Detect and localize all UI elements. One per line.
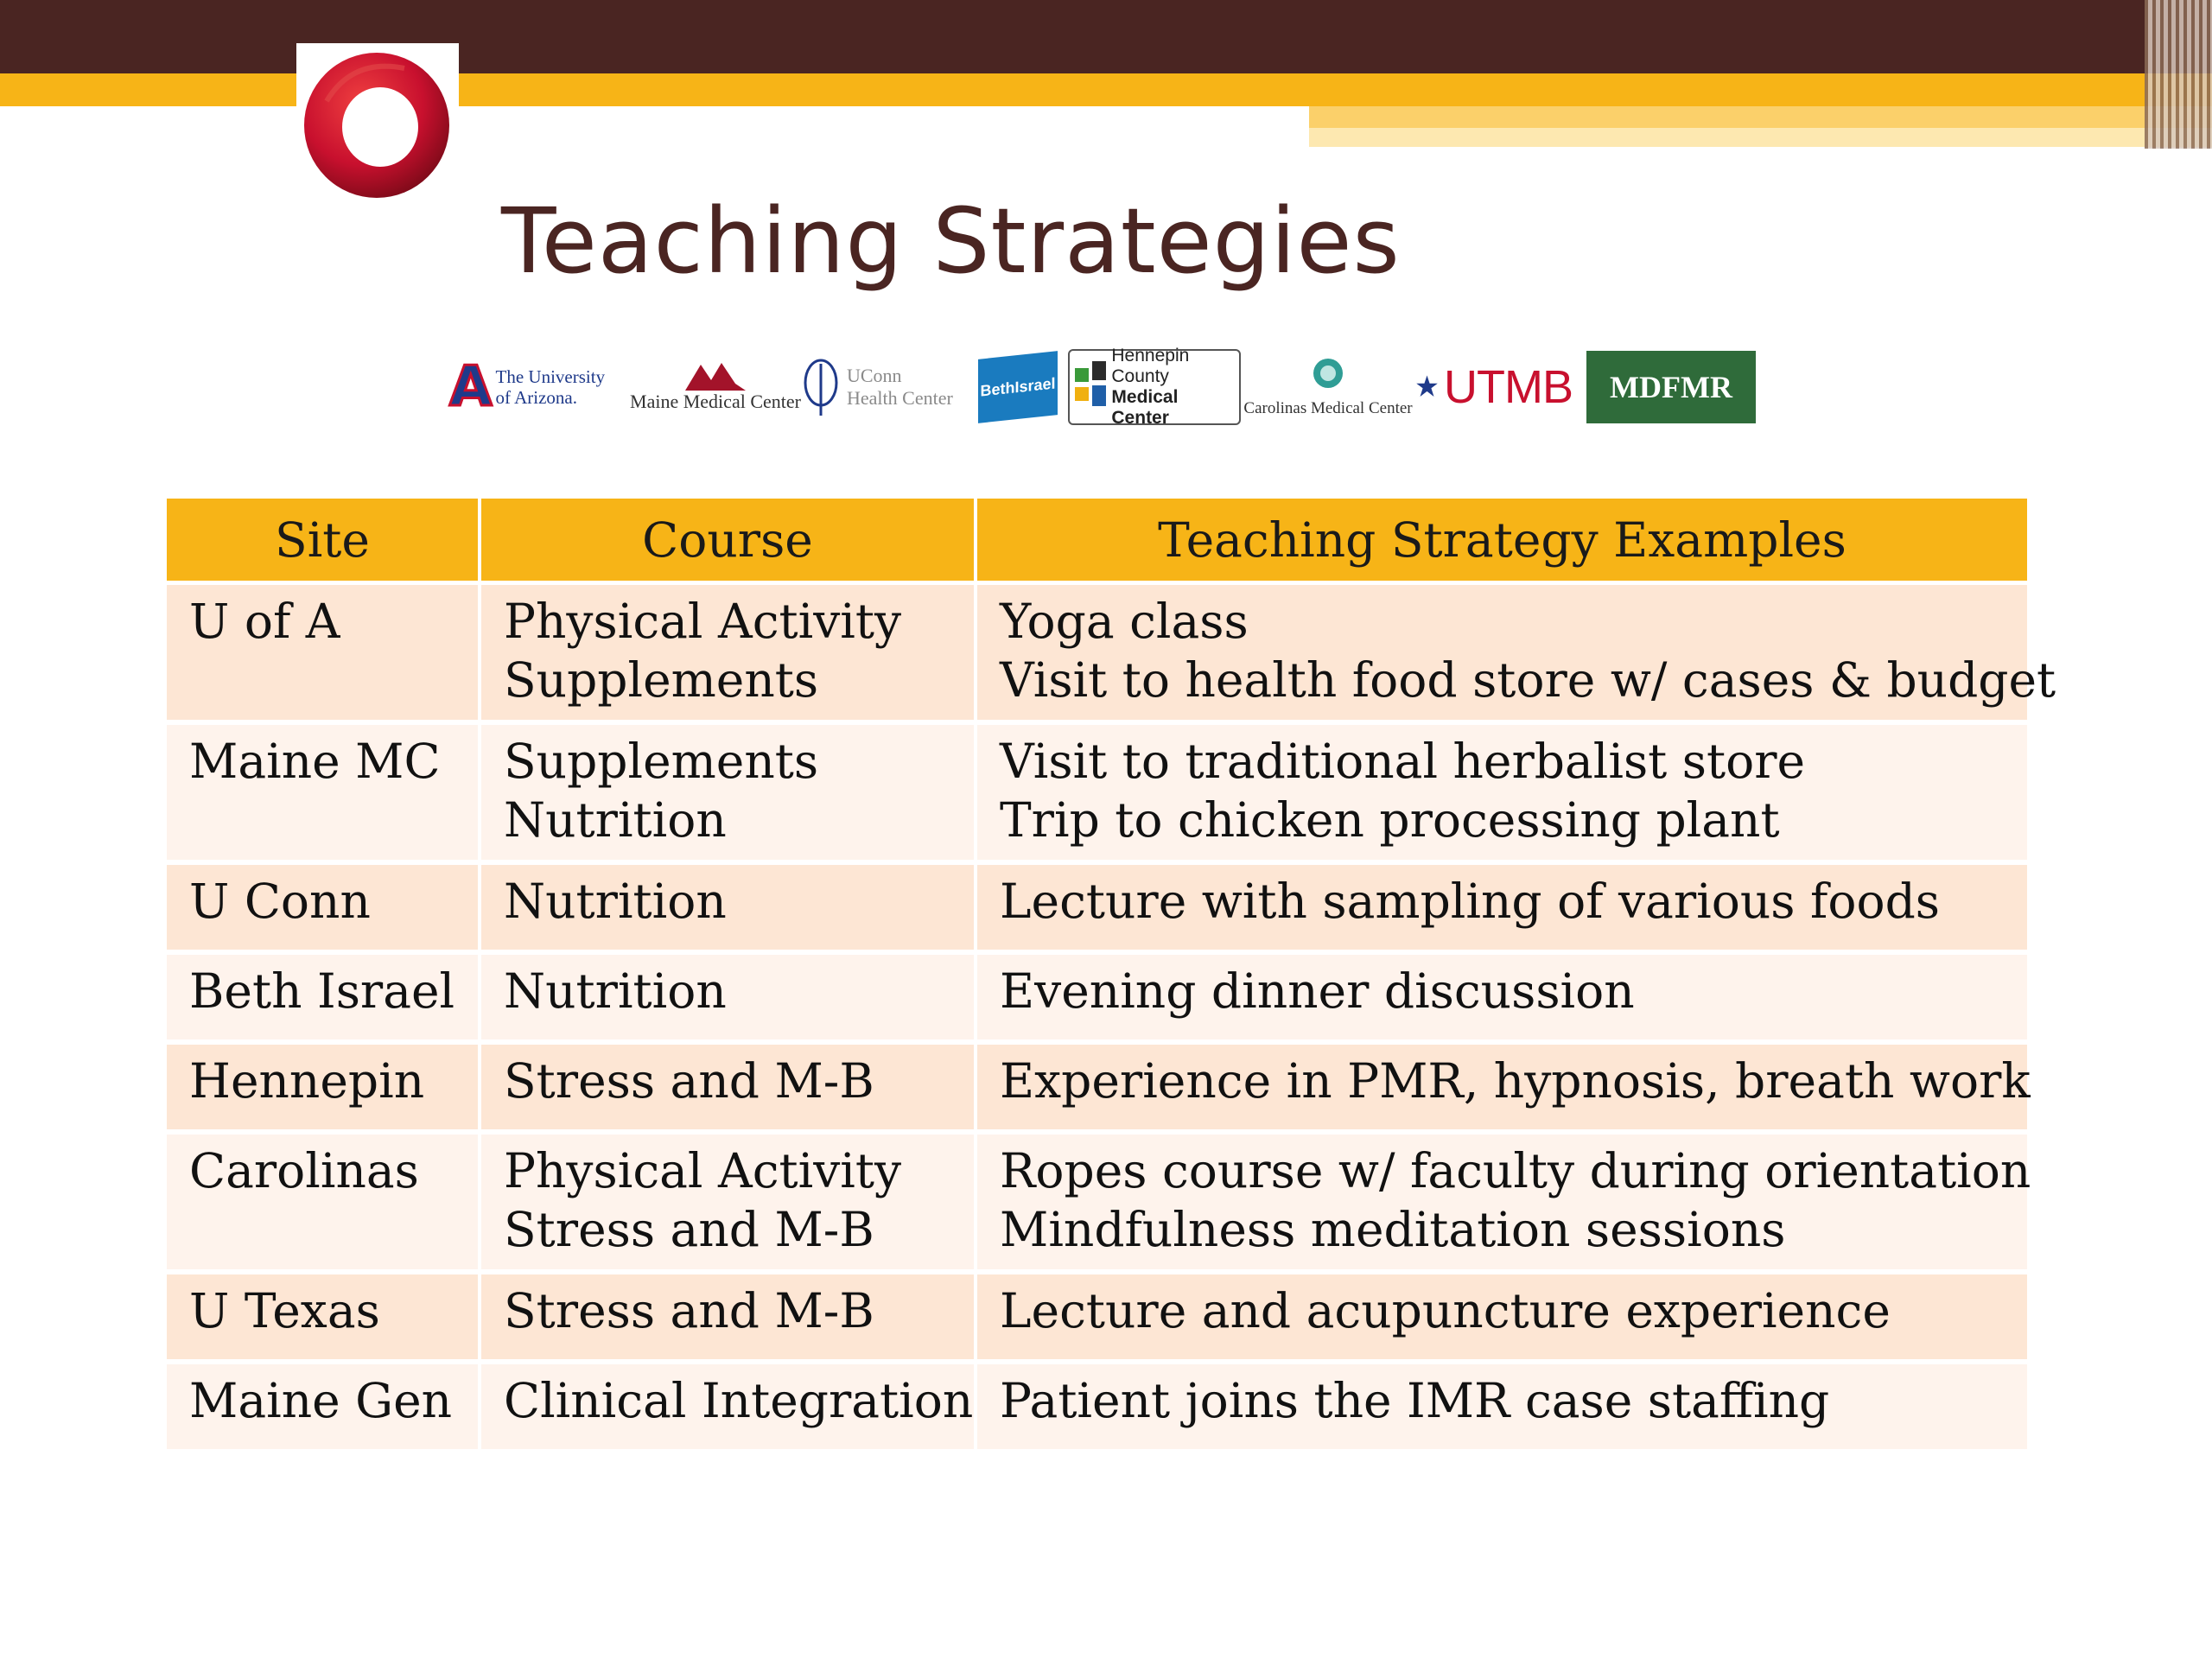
hennepin-squares-icon	[1075, 361, 1106, 413]
course-cell: Nutrition	[481, 955, 974, 1039]
uconn-health-center-logo: UConn Health Center	[802, 344, 975, 430]
table-row	[167, 865, 2027, 950]
oak-leaf-icon	[802, 357, 840, 417]
arizona-logo-text: The University of Arizona.	[495, 365, 606, 408]
arizona-a-icon: A	[449, 355, 493, 419]
university-of-arizona-logo	[449, 344, 622, 430]
texas-star-icon	[1415, 366, 1439, 408]
strategy-cell: Ropes course w/ faculty during orientation Mindfulness meditation sessions	[977, 1135, 2027, 1269]
strategy-cell: Yoga class Visit to health food store w/ cases & budget	[977, 585, 2027, 720]
header-site: Site	[167, 499, 478, 581]
mountain-icon	[685, 361, 746, 391]
course-cell: Stress and M-B	[481, 1274, 974, 1359]
header-gold-accent	[1309, 106, 2212, 128]
carolinas-emblem-icon	[1311, 356, 1345, 399]
site-cell: U Conn	[167, 865, 478, 950]
course-cell: Clinical Integration	[481, 1364, 974, 1449]
partner-logos	[449, 344, 1763, 430]
table-row	[167, 1364, 2027, 1449]
site-cell: Maine Gen	[167, 1364, 478, 1449]
hennepin-county-logo: Hennepin County Medical Center	[1068, 344, 1241, 430]
strategy-cell: Experience in PMR, hypnosis, breath work	[977, 1045, 2027, 1129]
course-cell: Physical Activity Supplements	[481, 585, 974, 720]
strategy-cell: Lecture and acupuncture experience	[977, 1274, 2027, 1359]
table-row	[167, 1135, 2031, 1269]
strategy-cell: Evening dinner discussion	[977, 955, 2027, 1039]
table-row	[167, 1274, 2027, 1359]
header-course: Course	[481, 499, 974, 581]
course-cell: Supplements Nutrition	[481, 725, 974, 860]
slide-title: Teaching Strategies	[501, 188, 1401, 294]
carolinas-medical-center-logo: Carolinas Medical Center	[1246, 344, 1410, 430]
site-cell: Carolinas	[167, 1135, 478, 1269]
course-cell: Physical Activity Stress and M-B	[481, 1135, 974, 1269]
strategy-cell: Patient joins the IMR case staffing	[977, 1364, 2027, 1449]
table-row	[167, 955, 2027, 1039]
strategy-cell: Lecture with sampling of various foods	[977, 865, 2027, 950]
site-cell: U Texas	[167, 1274, 478, 1359]
site-cell: U of A	[167, 585, 478, 720]
course-cell: Nutrition	[481, 865, 974, 950]
table-row	[167, 725, 2027, 860]
header-teaching-strategy: Teaching Strategy Examples	[977, 499, 2027, 581]
site-cell: Beth Israel	[167, 955, 478, 1039]
site-cell: Maine MC	[167, 725, 478, 860]
utmb-logo: UTMB	[1415, 344, 1573, 430]
table-header-row	[167, 499, 2027, 581]
beth-israel-logo: BethIsrael	[978, 344, 1061, 430]
site-cell: Hennepin	[167, 1045, 478, 1129]
red-ring-logo-icon	[301, 49, 453, 201]
course-cell: Stress and M-B	[481, 1045, 974, 1129]
maine-medical-center-logo: Maine Medical Center	[629, 344, 802, 430]
header-stripes	[2145, 0, 2212, 149]
strategy-cell: Visit to traditional herbalist store Trip to chicken processing plant	[977, 725, 2027, 860]
mdfmr-logo: MDFMR	[1586, 344, 1756, 430]
table-row	[167, 1045, 2031, 1129]
table-row	[167, 585, 2056, 720]
header-pale-accent	[1309, 128, 2212, 147]
